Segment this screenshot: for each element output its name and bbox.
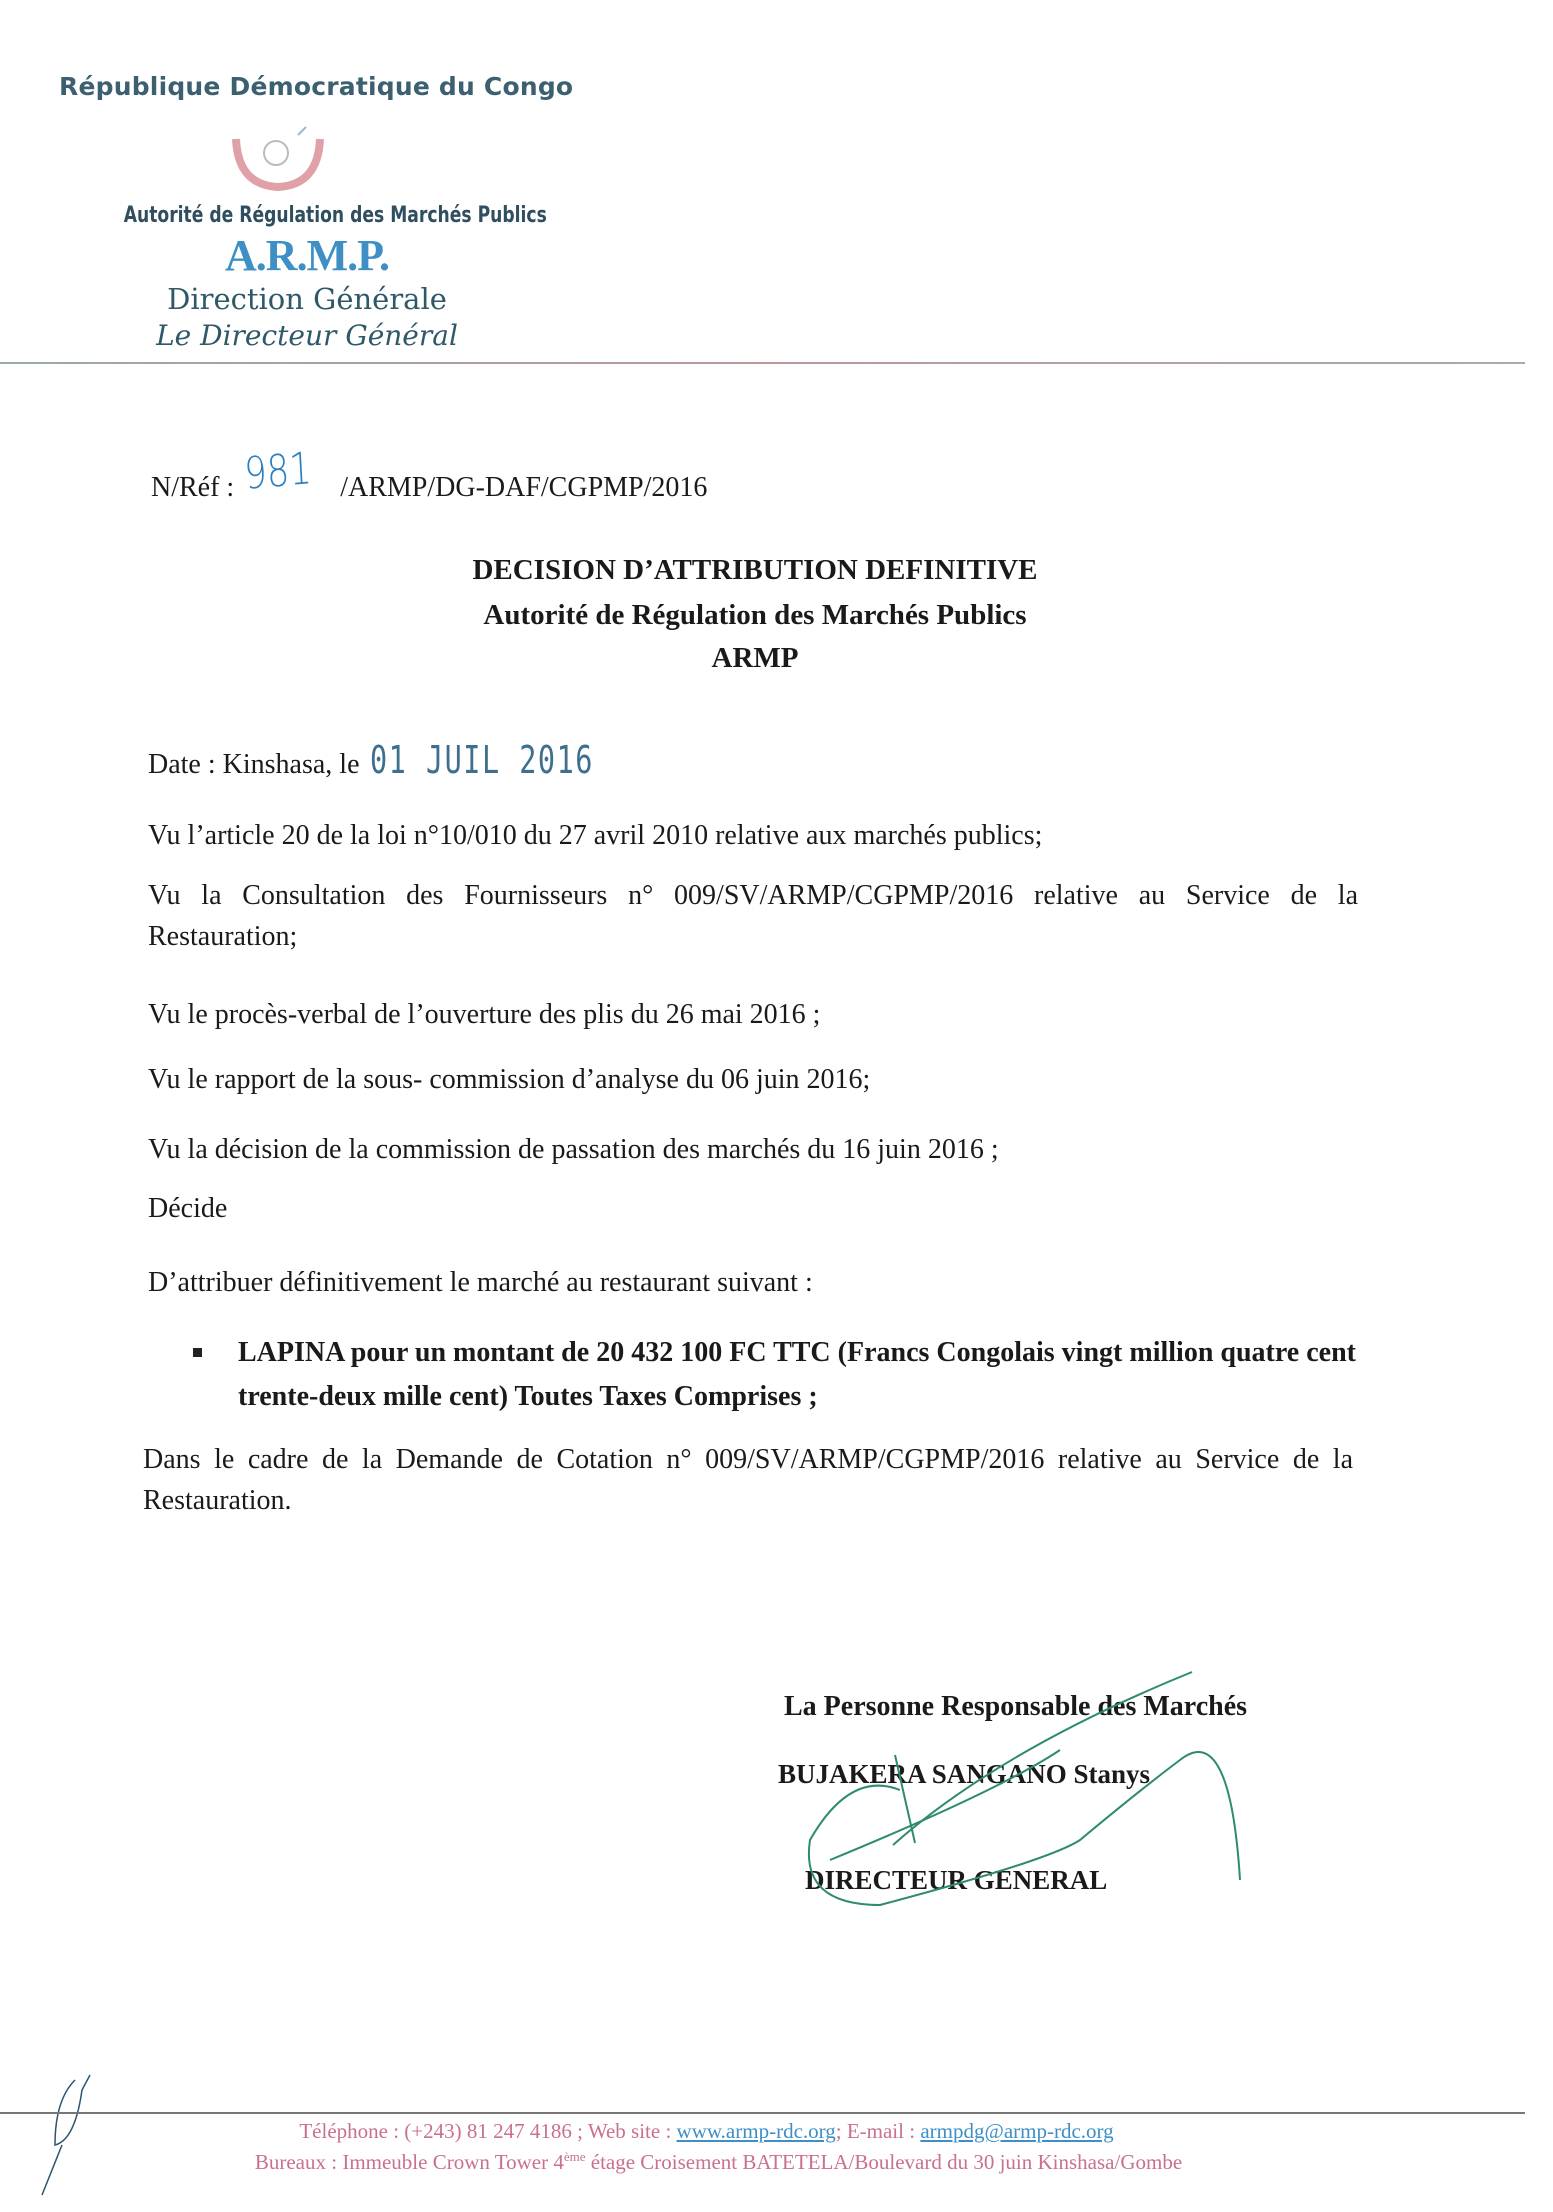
- direction-generale: Direction Générale: [167, 282, 447, 316]
- paragraph-proces-verbal: Vu le procès-verbal de l’ouverture des plis du 26 mai 2016 ;: [148, 999, 821, 1030]
- country-heading: République Démocratique du Congo: [59, 72, 574, 101]
- reference-number-handwritten: 981: [243, 443, 314, 500]
- paragraph-decision: Vu la décision de la commission de passation des marchés du 16 juin 2016 ;: [148, 1134, 999, 1165]
- footer-phone: Téléphone : (+243) 81 247 4186 ; Web site :: [299, 2119, 672, 2143]
- email-link[interactable]: armpdg@armp-rdc.org: [920, 2119, 1114, 2143]
- address-superscript: ème: [563, 2149, 586, 2164]
- date-stamp: 01 JUIL 2016: [369, 738, 594, 782]
- footer-email-label: ; E-mail :: [835, 2119, 916, 2143]
- award-bullet: LAPINA pour un montant de 20 432 100 FC TTC (Francs Congolais vingt million quatre cent trente-deux mille cent) Toutes Taxes Comprises ;: [238, 1337, 1356, 1412]
- armp-logo-text: A.R.M.P.: [225, 231, 389, 280]
- header-divider: [0, 362, 1525, 364]
- signatory-title: DIRECTEUR GENERAL: [805, 1865, 1108, 1895]
- date-line: [148, 738, 668, 787]
- signatory-role: La Personne Responsable des Marchés: [784, 1691, 1248, 1722]
- document-title: DECISION D’ATTRIBUTION DEFINITIVE: [472, 554, 1038, 586]
- reference-label: N/Réf :: [151, 472, 235, 503]
- website-link[interactable]: www.armp-rdc.org: [676, 2119, 836, 2143]
- authority-name: Autorité de Régulation des Marchés Publics: [123, 203, 547, 228]
- reference-line: [151, 443, 708, 508]
- paragraph-decide: Décide: [148, 1193, 228, 1224]
- footer-contact: [0, 2119, 1483, 2144]
- footer-divider: [0, 2112, 1525, 2114]
- bullet-marker: [193, 1348, 202, 1357]
- directeur-general-heading: Le Directeur Général: [156, 319, 458, 352]
- paragraph-article: Vu l’article 20 de la loi n°10/010 du 27 avril 2010 relative aux marchés publics;: [148, 820, 1043, 851]
- paragraph-cadre: Dans le cadre de la Demande de Cotation n° 009/SV/ARMP/CGPMP/2016 relative au Service de la Restauration.: [143, 1444, 1353, 1516]
- address-text: Bureaux : Immeuble Crown Tower 4: [254, 2150, 564, 2174]
- document-acronym: ARMP: [711, 642, 799, 674]
- coat-of-arms-emblem: [228, 125, 328, 200]
- date-label: Date : Kinshasa, le: [148, 749, 360, 780]
- paragraph-rapport: Vu le rapport de la sous- commission d’analyse du 06 juin 2016;: [148, 1064, 871, 1095]
- paragraph-consultation: Vu la Consultation des Fournisseurs n° 009/SV/ARMP/CGPMP/2016 relative au Service de la Restauration;: [148, 880, 1358, 952]
- reference-suffix: /ARMP/DG-DAF/CGPMP/2016: [340, 472, 708, 503]
- document-subtitle: Autorité de Régulation des Marchés Publics: [483, 599, 1027, 631]
- paragraph-attribuer: D’attribuer définitivement le marché au restaurant suivant :: [148, 1267, 813, 1298]
- address-text-rest: étage Croisement BATETELA/Boulevard du 30 juin Kinshasa/Gombe: [585, 2150, 1183, 2174]
- signatory-name: BUJAKERA SANGANO Stanys: [778, 1759, 1151, 1789]
- footer-address: [0, 2150, 1495, 2175]
